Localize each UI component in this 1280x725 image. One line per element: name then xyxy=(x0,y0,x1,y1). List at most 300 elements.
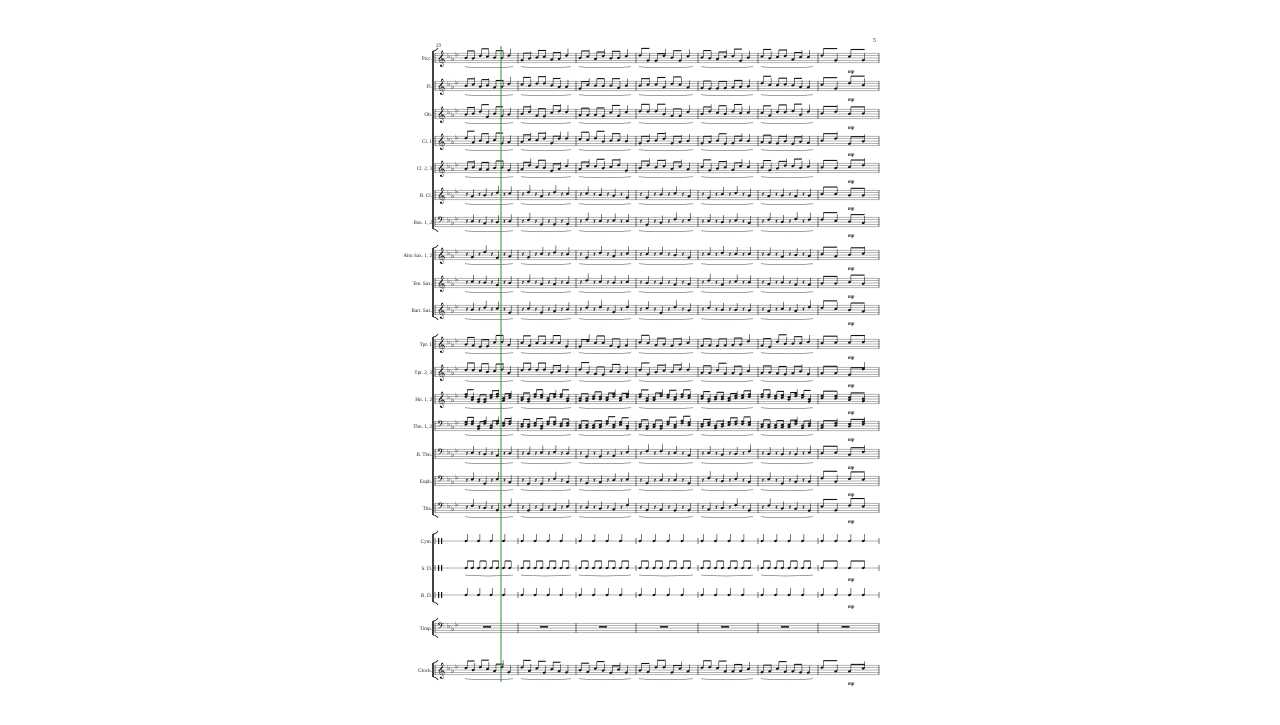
slur xyxy=(465,292,513,293)
percussion-clef-icon xyxy=(441,538,442,544)
eighth-rest-icon xyxy=(702,452,704,455)
eighth-rest-icon xyxy=(466,479,468,482)
slur xyxy=(465,679,513,680)
slur xyxy=(701,679,753,680)
treble-clef-icon: 𝄞 xyxy=(437,52,446,67)
slur xyxy=(639,353,693,354)
eighth-rest-icon xyxy=(729,506,731,509)
slur xyxy=(701,463,753,464)
flat-icon: ♭ xyxy=(455,364,459,373)
eighth-rest-icon xyxy=(803,220,805,223)
eighth-rest-icon xyxy=(716,220,718,223)
instrument-label: S. D. xyxy=(421,566,432,572)
eighth-rest-icon xyxy=(702,479,704,482)
eighth-rest-icon xyxy=(504,220,506,223)
eighth-rest-icon xyxy=(803,193,805,196)
instrument-label: B. Tbn. xyxy=(416,452,432,458)
slur xyxy=(521,679,571,680)
eighth-rest-icon xyxy=(607,479,609,482)
eighth-rest-icon xyxy=(504,479,506,482)
eighth-rest-icon xyxy=(522,220,524,223)
eighth-rest-icon xyxy=(621,308,623,311)
flat-icon: ♭ xyxy=(455,214,459,223)
slur xyxy=(465,381,513,382)
eighth-rest-icon xyxy=(668,506,670,509)
dynamic-mark: mp xyxy=(848,97,855,103)
slur xyxy=(639,292,693,293)
slur xyxy=(521,319,571,320)
eighth-rest-icon xyxy=(548,253,550,256)
staff-b-tbn xyxy=(416,444,879,471)
eighth-rest-icon xyxy=(640,452,642,455)
eighth-rest-icon xyxy=(729,308,731,311)
eighth-rest-icon xyxy=(522,193,524,196)
staff-alto-sax-1-2 xyxy=(403,245,879,272)
instrument-label: B. Cl. xyxy=(419,193,432,199)
eighth-rest-icon xyxy=(479,281,481,284)
eighth-rest-icon xyxy=(762,281,764,284)
group-bracket-hook xyxy=(433,660,438,663)
eighth-rest-icon xyxy=(682,253,684,256)
slur xyxy=(521,123,571,124)
eighth-rest-icon xyxy=(654,506,656,509)
treble-clef-icon: 𝄞 xyxy=(437,80,446,95)
staff-fl xyxy=(426,76,879,103)
eighth-rest-icon xyxy=(716,308,718,311)
slur xyxy=(761,319,813,320)
eighth-rest-icon xyxy=(607,506,609,509)
slur xyxy=(701,150,753,151)
eighth-rest-icon xyxy=(682,308,684,311)
eighth-rest-icon xyxy=(762,452,764,455)
treble-clef-icon: 𝄞 xyxy=(437,338,446,353)
slur xyxy=(639,679,693,680)
flat-icon: ♭ xyxy=(451,451,455,460)
slur xyxy=(701,517,753,518)
group-bracket-hook xyxy=(433,531,438,534)
flat-icon: ♭ xyxy=(451,625,455,634)
staff-b-d xyxy=(421,588,879,610)
eighth-rest-icon xyxy=(640,506,642,509)
slur xyxy=(761,463,813,464)
slur xyxy=(521,264,571,265)
eighth-rest-icon xyxy=(654,253,656,256)
eighth-rest-icon xyxy=(504,452,506,455)
flat-icon: ♭ xyxy=(455,160,459,169)
flat-icon: ♭ xyxy=(451,667,455,676)
slur xyxy=(701,292,753,293)
dynamic-mark: mp xyxy=(848,152,855,158)
treble-clef-icon: 𝄞 xyxy=(437,366,446,381)
eighth-rest-icon xyxy=(548,452,550,455)
eighth-rest-icon xyxy=(654,220,656,223)
eighth-rest-icon xyxy=(580,220,582,223)
slur xyxy=(521,381,571,382)
slur xyxy=(521,204,571,205)
slur xyxy=(579,679,631,680)
group-bracket-hook xyxy=(433,245,438,248)
instrument-label: B. D. xyxy=(420,593,432,599)
slur xyxy=(465,264,513,265)
group-bracket-hook xyxy=(433,515,438,518)
eighth-rest-icon xyxy=(561,452,563,455)
dynamic-mark: mp xyxy=(848,410,855,416)
eighth-rest-icon xyxy=(716,479,718,482)
slur xyxy=(701,490,753,491)
staff-glock xyxy=(418,660,879,687)
slur xyxy=(521,177,571,178)
slur xyxy=(521,408,571,409)
slur xyxy=(579,490,631,491)
eighth-rest-icon xyxy=(789,193,791,196)
eighth-rest-icon xyxy=(654,281,656,284)
eighth-rest-icon xyxy=(594,308,596,311)
flat-icon: ♭ xyxy=(455,473,459,482)
slur xyxy=(521,231,571,232)
eighth-rest-icon xyxy=(621,253,623,256)
group-bracket-hook xyxy=(433,635,438,638)
staff-hn-1-2 xyxy=(415,389,879,416)
flat-icon: ♭ xyxy=(451,341,455,350)
dynamic-mark: mp xyxy=(848,383,855,389)
eighth-rest-icon xyxy=(607,220,609,223)
instrument-label: Timp. xyxy=(419,626,432,632)
eighth-rest-icon xyxy=(479,479,481,482)
eighth-rest-icon xyxy=(580,281,582,284)
eighth-rest-icon xyxy=(594,479,596,482)
flat-icon: ♭ xyxy=(447,52,451,60)
slur xyxy=(639,575,693,576)
eighth-rest-icon xyxy=(776,479,778,482)
dynamic-mark: mp xyxy=(848,465,855,471)
eighth-rest-icon xyxy=(594,281,596,284)
eighth-rest-icon xyxy=(789,479,791,482)
percussion-clef-icon xyxy=(441,592,442,598)
slur xyxy=(579,292,631,293)
eighth-rest-icon xyxy=(729,253,731,256)
flat-icon: ♭ xyxy=(447,304,451,312)
slur xyxy=(521,463,571,464)
staff-bari-sax xyxy=(411,300,879,327)
slur xyxy=(761,353,813,354)
eighth-rest-icon xyxy=(479,452,481,455)
eighth-rest-icon xyxy=(803,506,805,509)
eighth-rest-icon xyxy=(789,281,791,284)
eighth-rest-icon xyxy=(522,253,524,256)
slur xyxy=(579,353,631,354)
eighth-rest-icon xyxy=(640,308,642,311)
slur xyxy=(639,150,693,151)
eighth-rest-icon xyxy=(479,506,481,509)
slur xyxy=(761,123,813,124)
eighth-rest-icon xyxy=(491,253,493,256)
slur xyxy=(579,575,631,576)
staff-cl-2-3 xyxy=(417,158,879,185)
eighth-rest-icon xyxy=(580,479,582,482)
treble-clef-icon: 𝄞 xyxy=(437,189,446,204)
slur xyxy=(639,95,693,96)
eighth-rest-icon xyxy=(743,253,745,256)
flat-icon: ♭ xyxy=(455,336,459,345)
instrument-label: Tpt. 1 xyxy=(419,342,432,348)
eighth-rest-icon xyxy=(776,220,778,223)
eighth-rest-icon xyxy=(803,308,805,311)
treble-clef-icon: 𝄞 xyxy=(437,304,446,319)
eighth-rest-icon xyxy=(640,253,642,256)
slur xyxy=(579,95,631,96)
eighth-rest-icon xyxy=(535,220,537,223)
eighth-rest-icon xyxy=(561,479,563,482)
treble-clef-icon: 𝄞 xyxy=(437,135,446,150)
slur xyxy=(761,150,813,151)
slur xyxy=(521,150,571,151)
eighth-rest-icon xyxy=(561,308,563,311)
bass-clef-icon: 𝄢 xyxy=(437,420,445,432)
slur xyxy=(465,95,513,96)
slur xyxy=(579,408,631,409)
slur xyxy=(639,177,693,178)
slur xyxy=(639,264,693,265)
slur xyxy=(761,490,813,491)
eighth-rest-icon xyxy=(522,452,524,455)
flat-icon: ♭ xyxy=(455,50,459,59)
eighth-rest-icon xyxy=(654,193,656,196)
eighth-rest-icon xyxy=(607,253,609,256)
staff-tbn-1-2 xyxy=(413,416,879,443)
bass-clef-icon: 𝄢 xyxy=(437,448,445,460)
eighth-rest-icon xyxy=(561,281,563,284)
slur xyxy=(639,67,693,68)
group-bracket-hook xyxy=(433,618,438,621)
dynamic-mark: mp xyxy=(848,605,855,610)
flat-icon: ♭ xyxy=(451,307,455,316)
eighth-rest-icon xyxy=(535,253,537,256)
flat-icon: ♭ xyxy=(451,83,455,92)
slur xyxy=(701,264,753,265)
flat-icon: ♭ xyxy=(447,216,451,224)
staff-ten-sax xyxy=(413,274,879,300)
eighth-rest-icon xyxy=(789,308,791,311)
eighth-rest-icon xyxy=(762,193,764,196)
eighth-rest-icon xyxy=(716,193,718,196)
eighth-rest-icon xyxy=(607,281,609,284)
slur xyxy=(701,575,753,576)
slur xyxy=(521,95,571,96)
eighth-rest-icon xyxy=(789,253,791,256)
flat-icon: ♭ xyxy=(447,664,451,672)
eighth-rest-icon xyxy=(491,220,493,223)
eighth-rest-icon xyxy=(548,281,550,284)
eighth-rest-icon xyxy=(607,308,609,311)
eighth-rest-icon xyxy=(776,193,778,196)
slur xyxy=(579,177,631,178)
eighth-rest-icon xyxy=(668,253,670,256)
flat-icon: ♭ xyxy=(447,108,451,116)
slur xyxy=(579,204,631,205)
eighth-rest-icon xyxy=(491,479,493,482)
percussion-clef-icon xyxy=(438,538,439,544)
treble-clef-icon: 𝄞 xyxy=(437,249,446,264)
flat-icon: ♭ xyxy=(447,366,451,374)
staff-cym xyxy=(421,534,879,545)
eighth-rest-icon xyxy=(716,281,718,284)
eighth-rest-icon xyxy=(548,193,550,196)
group-bracket-hook xyxy=(433,229,438,232)
percussion-clef-icon xyxy=(438,565,439,571)
measure-number: 29 xyxy=(436,44,441,49)
eighth-rest-icon xyxy=(479,253,481,256)
eighth-rest-icon xyxy=(621,452,623,455)
flat-icon: ♭ xyxy=(455,391,459,400)
slur xyxy=(579,231,631,232)
eighth-rest-icon xyxy=(729,220,731,223)
slur xyxy=(521,353,571,354)
flat-icon: ♭ xyxy=(447,502,451,510)
flat-icon: ♭ xyxy=(451,219,455,228)
slur xyxy=(465,490,513,491)
eighth-rest-icon xyxy=(776,281,778,284)
eighth-rest-icon xyxy=(729,281,731,284)
flat-icon: ♭ xyxy=(451,252,455,261)
eighth-rest-icon xyxy=(621,281,623,284)
slur xyxy=(701,231,753,232)
flat-icon: ♭ xyxy=(447,393,451,401)
eighth-rest-icon xyxy=(621,506,623,509)
instrument-label: Tpt. 2, 3 xyxy=(414,370,432,376)
dynamic-mark: mp xyxy=(848,266,855,272)
eighth-rest-icon xyxy=(762,253,764,256)
flat-icon: ♭ xyxy=(447,448,451,456)
staff-cl-1 xyxy=(422,131,879,158)
slur xyxy=(639,408,693,409)
staff-picc xyxy=(422,48,879,74)
flat-icon: ♭ xyxy=(455,446,459,455)
flat-icon: ♭ xyxy=(451,396,455,405)
eighth-rest-icon xyxy=(504,506,506,509)
eighth-rest-icon xyxy=(621,193,623,196)
eighth-rest-icon xyxy=(594,452,596,455)
slur xyxy=(639,435,693,436)
eighth-rest-icon xyxy=(621,479,623,482)
slur xyxy=(639,319,693,320)
instrument-label: Fl. xyxy=(426,84,432,90)
slur xyxy=(701,381,753,382)
page-number: 5 xyxy=(873,38,876,44)
eighth-rest-icon xyxy=(640,193,642,196)
slur xyxy=(579,264,631,265)
slur xyxy=(761,435,813,436)
dynamic-mark: mp xyxy=(848,125,855,131)
eighth-rest-icon xyxy=(594,506,596,509)
flat-icon: ♭ xyxy=(447,189,451,197)
eighth-rest-icon xyxy=(729,479,731,482)
slur xyxy=(761,177,813,178)
eighth-rest-icon xyxy=(803,281,805,284)
slur xyxy=(579,463,631,464)
eighth-rest-icon xyxy=(479,220,481,223)
eighth-rest-icon xyxy=(668,220,670,223)
eighth-rest-icon xyxy=(743,220,745,223)
slur xyxy=(639,231,693,232)
slur xyxy=(761,67,813,68)
slur xyxy=(701,204,753,205)
eighth-rest-icon xyxy=(716,452,718,455)
staff-tpt-1 xyxy=(420,334,879,361)
eighth-rest-icon xyxy=(580,193,582,196)
eighth-rest-icon xyxy=(743,452,745,455)
eighth-rest-icon xyxy=(594,193,596,196)
slur xyxy=(761,517,813,518)
dynamic-mark: mp xyxy=(848,355,855,361)
instrument-label: Cym. xyxy=(420,539,432,545)
eighth-rest-icon xyxy=(466,281,468,284)
treble-clef-icon: 𝄞 xyxy=(437,393,446,408)
eighth-rest-icon xyxy=(702,506,704,509)
staff-bsn-1-2 xyxy=(414,212,879,239)
eighth-rest-icon xyxy=(803,253,805,256)
slur xyxy=(521,575,571,576)
instrument-label: Cl. 1 xyxy=(421,139,432,145)
staff-tba xyxy=(423,498,879,525)
flat-icon: ♭ xyxy=(455,133,459,142)
eighth-rest-icon xyxy=(776,253,778,256)
eighth-rest-icon xyxy=(504,308,506,311)
eighth-rest-icon xyxy=(776,452,778,455)
slur xyxy=(579,381,631,382)
eighth-rest-icon xyxy=(762,308,764,311)
flat-icon: ♭ xyxy=(451,423,455,432)
eighth-rest-icon xyxy=(743,308,745,311)
eighth-rest-icon xyxy=(682,452,684,455)
eighth-rest-icon xyxy=(607,452,609,455)
slur xyxy=(761,408,813,409)
eighth-rest-icon xyxy=(803,452,805,455)
slur xyxy=(579,123,631,124)
group-bracket-hook xyxy=(433,602,438,605)
slur xyxy=(639,123,693,124)
dynamic-mark: mp xyxy=(848,321,855,327)
slur xyxy=(465,177,513,178)
staff-ob xyxy=(424,104,879,131)
slur xyxy=(761,204,813,205)
flat-icon: ♭ xyxy=(451,280,455,289)
flat-icon: ♭ xyxy=(447,420,451,428)
flat-icon: ♭ xyxy=(451,165,455,174)
slur xyxy=(579,319,631,320)
eighth-rest-icon xyxy=(561,506,563,509)
eighth-rest-icon xyxy=(561,253,563,256)
eighth-rest-icon xyxy=(594,220,596,223)
slur xyxy=(521,292,571,293)
eighth-rest-icon xyxy=(522,479,524,482)
flat-icon: ♭ xyxy=(447,338,451,346)
slur xyxy=(639,490,693,491)
slur xyxy=(521,67,571,68)
eighth-rest-icon xyxy=(789,452,791,455)
eighth-rest-icon xyxy=(504,253,506,256)
instrument-label: Tbn. 1, 2 xyxy=(413,424,432,430)
slur xyxy=(465,319,513,320)
flat-icon: ♭ xyxy=(455,620,459,629)
slur xyxy=(465,575,513,576)
eighth-rest-icon xyxy=(479,308,481,311)
eighth-rest-icon xyxy=(654,308,656,311)
flat-icon: ♭ xyxy=(455,275,459,284)
slur xyxy=(701,408,753,409)
eighth-rest-icon xyxy=(561,220,563,223)
dynamic-mark: mp xyxy=(848,294,855,300)
eighth-rest-icon xyxy=(702,253,704,256)
